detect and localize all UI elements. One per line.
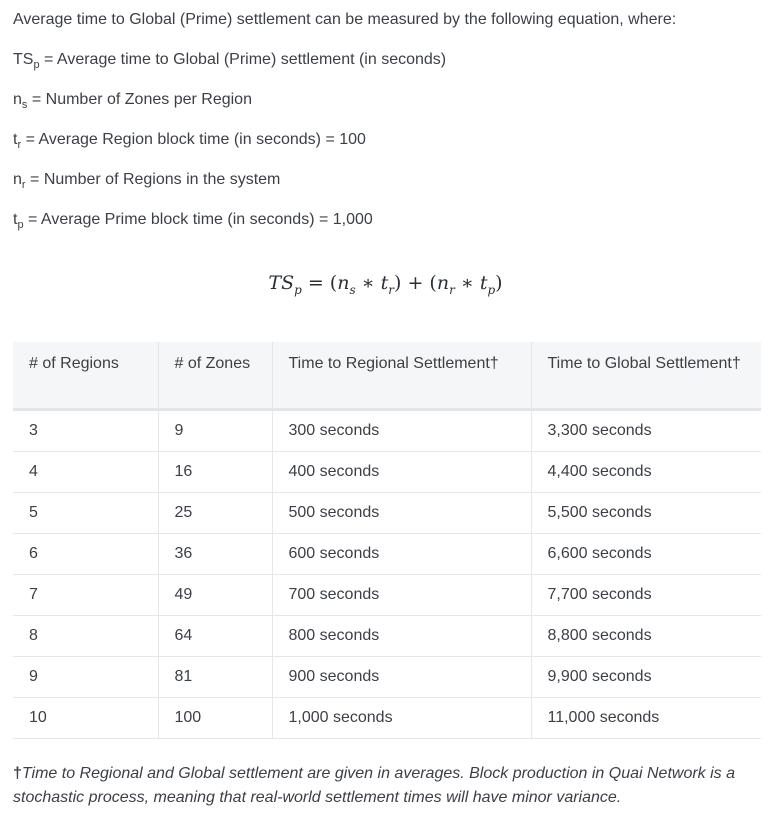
cell-global-time: 9,900 seconds [531, 657, 761, 698]
formula-var: t [479, 272, 488, 294]
table-header-row [13, 342, 761, 410]
definition-text: = Average Prime block time (in seconds) = 1,000 [23, 211, 373, 228]
definition-text: = Number of Regions in the system [25, 171, 281, 188]
footnote [13, 762, 758, 810]
definition-tp [13, 210, 373, 231]
cell-regional-time: 900 seconds [272, 657, 531, 698]
cell-zones: 36 [158, 534, 272, 575]
header-regional-settlement: Time to Regional Settlement† [272, 342, 531, 410]
table-row [13, 534, 761, 575]
definition-nr [13, 170, 280, 191]
cell-regions: 5 [13, 493, 158, 534]
definition-symbol: t [13, 211, 18, 228]
definition-symbol: n [13, 171, 22, 188]
cell-regions: 7 [13, 575, 158, 616]
cell-regional-time: 400 seconds [272, 452, 531, 493]
definition-tsp [13, 50, 446, 71]
cell-regional-time: 500 seconds [272, 493, 531, 534]
header-global-settlement: Time to Global Settlement† [531, 342, 761, 410]
definition-subscript: p [17, 219, 24, 231]
cell-zones: 64 [158, 616, 272, 657]
cell-global-time: 6,600 seconds [531, 534, 761, 575]
table-row [13, 410, 761, 452]
intro-text: Average time to Global (Prime) settlement can be measured by the following equation, where: [13, 11, 677, 28]
formula-operator: = ( [301, 272, 338, 294]
definition-text: = Average time to Global (Prime) settlement (in seconds) [39, 51, 447, 68]
formula-subscript: r [449, 283, 455, 297]
cell-global-time: 5,500 seconds [531, 493, 761, 534]
formula-subscript: s [349, 283, 356, 297]
formula-operator: ) [495, 272, 503, 294]
formula-lhs: TS [268, 272, 295, 294]
cell-regions: 9 [13, 657, 158, 698]
settlement-table [13, 342, 761, 739]
formula-subscript: r [388, 283, 395, 297]
settlement-formula [0, 268, 771, 300]
cell-regions: 3 [13, 410, 158, 452]
cell-regional-time: 1,000 seconds [272, 698, 531, 739]
footnote-text: Time to Regional and Global settlement are given in averages. Block production in Quai Network is a stochastic process, meaning that real-world settlement times will have minor variance. [13, 765, 736, 806]
cell-zones: 100 [158, 698, 272, 739]
header-regions: # of Regions [13, 342, 158, 410]
cell-zones: 16 [158, 452, 272, 493]
cell-zones: 49 [158, 575, 272, 616]
header-zones: # of Zones [158, 342, 272, 410]
cell-zones: 9 [158, 410, 272, 452]
dagger-mark: † [13, 765, 22, 782]
cell-regions: 4 [13, 452, 158, 493]
cell-zones: 25 [158, 493, 272, 534]
formula-operator: ∗ [454, 272, 480, 294]
definition-ns [13, 90, 252, 111]
definition-symbol: TS [13, 51, 34, 68]
table-row [13, 493, 761, 534]
cell-regional-time: 800 seconds [272, 616, 531, 657]
formula-subscript: p [294, 283, 302, 297]
definition-subscript: r [17, 139, 22, 151]
definition-subscript: r [21, 179, 26, 191]
cell-global-time: 4,400 seconds [531, 452, 761, 493]
cell-global-time: 7,700 seconds [531, 575, 761, 616]
formula-operator: ) + ( [394, 272, 437, 294]
cell-global-time: 3,300 seconds [531, 410, 761, 452]
table-row [13, 452, 761, 493]
cell-global-time: 11,000 seconds [531, 698, 761, 739]
cell-regional-time: 700 seconds [272, 575, 531, 616]
definition-subscript: s [21, 99, 28, 111]
cell-regions: 8 [13, 616, 158, 657]
cell-zones: 81 [158, 657, 272, 698]
table-row [13, 657, 761, 698]
cell-regional-time: 300 seconds [272, 410, 531, 452]
definition-tr [13, 130, 366, 151]
table-row [13, 698, 761, 739]
table-row [13, 616, 761, 657]
definition-text: = Number of Zones per Region [27, 91, 252, 108]
definition-symbol: t [13, 131, 18, 148]
definition-subscript: p [33, 59, 40, 71]
definition-text: = Average Region block time (in seconds) = 100 [21, 131, 366, 148]
formula-operator: ∗ [355, 272, 381, 294]
cell-regional-time: 600 seconds [272, 534, 531, 575]
formula-var: n [337, 272, 350, 294]
definition-symbol: n [13, 91, 22, 108]
formula-var: n [436, 272, 450, 294]
table-row [13, 575, 761, 616]
cell-global-time: 8,800 seconds [531, 616, 761, 657]
formula-var: t [380, 272, 389, 294]
formula-subscript: p [487, 283, 496, 297]
cell-regions: 6 [13, 534, 158, 575]
cell-regions: 10 [13, 698, 158, 739]
